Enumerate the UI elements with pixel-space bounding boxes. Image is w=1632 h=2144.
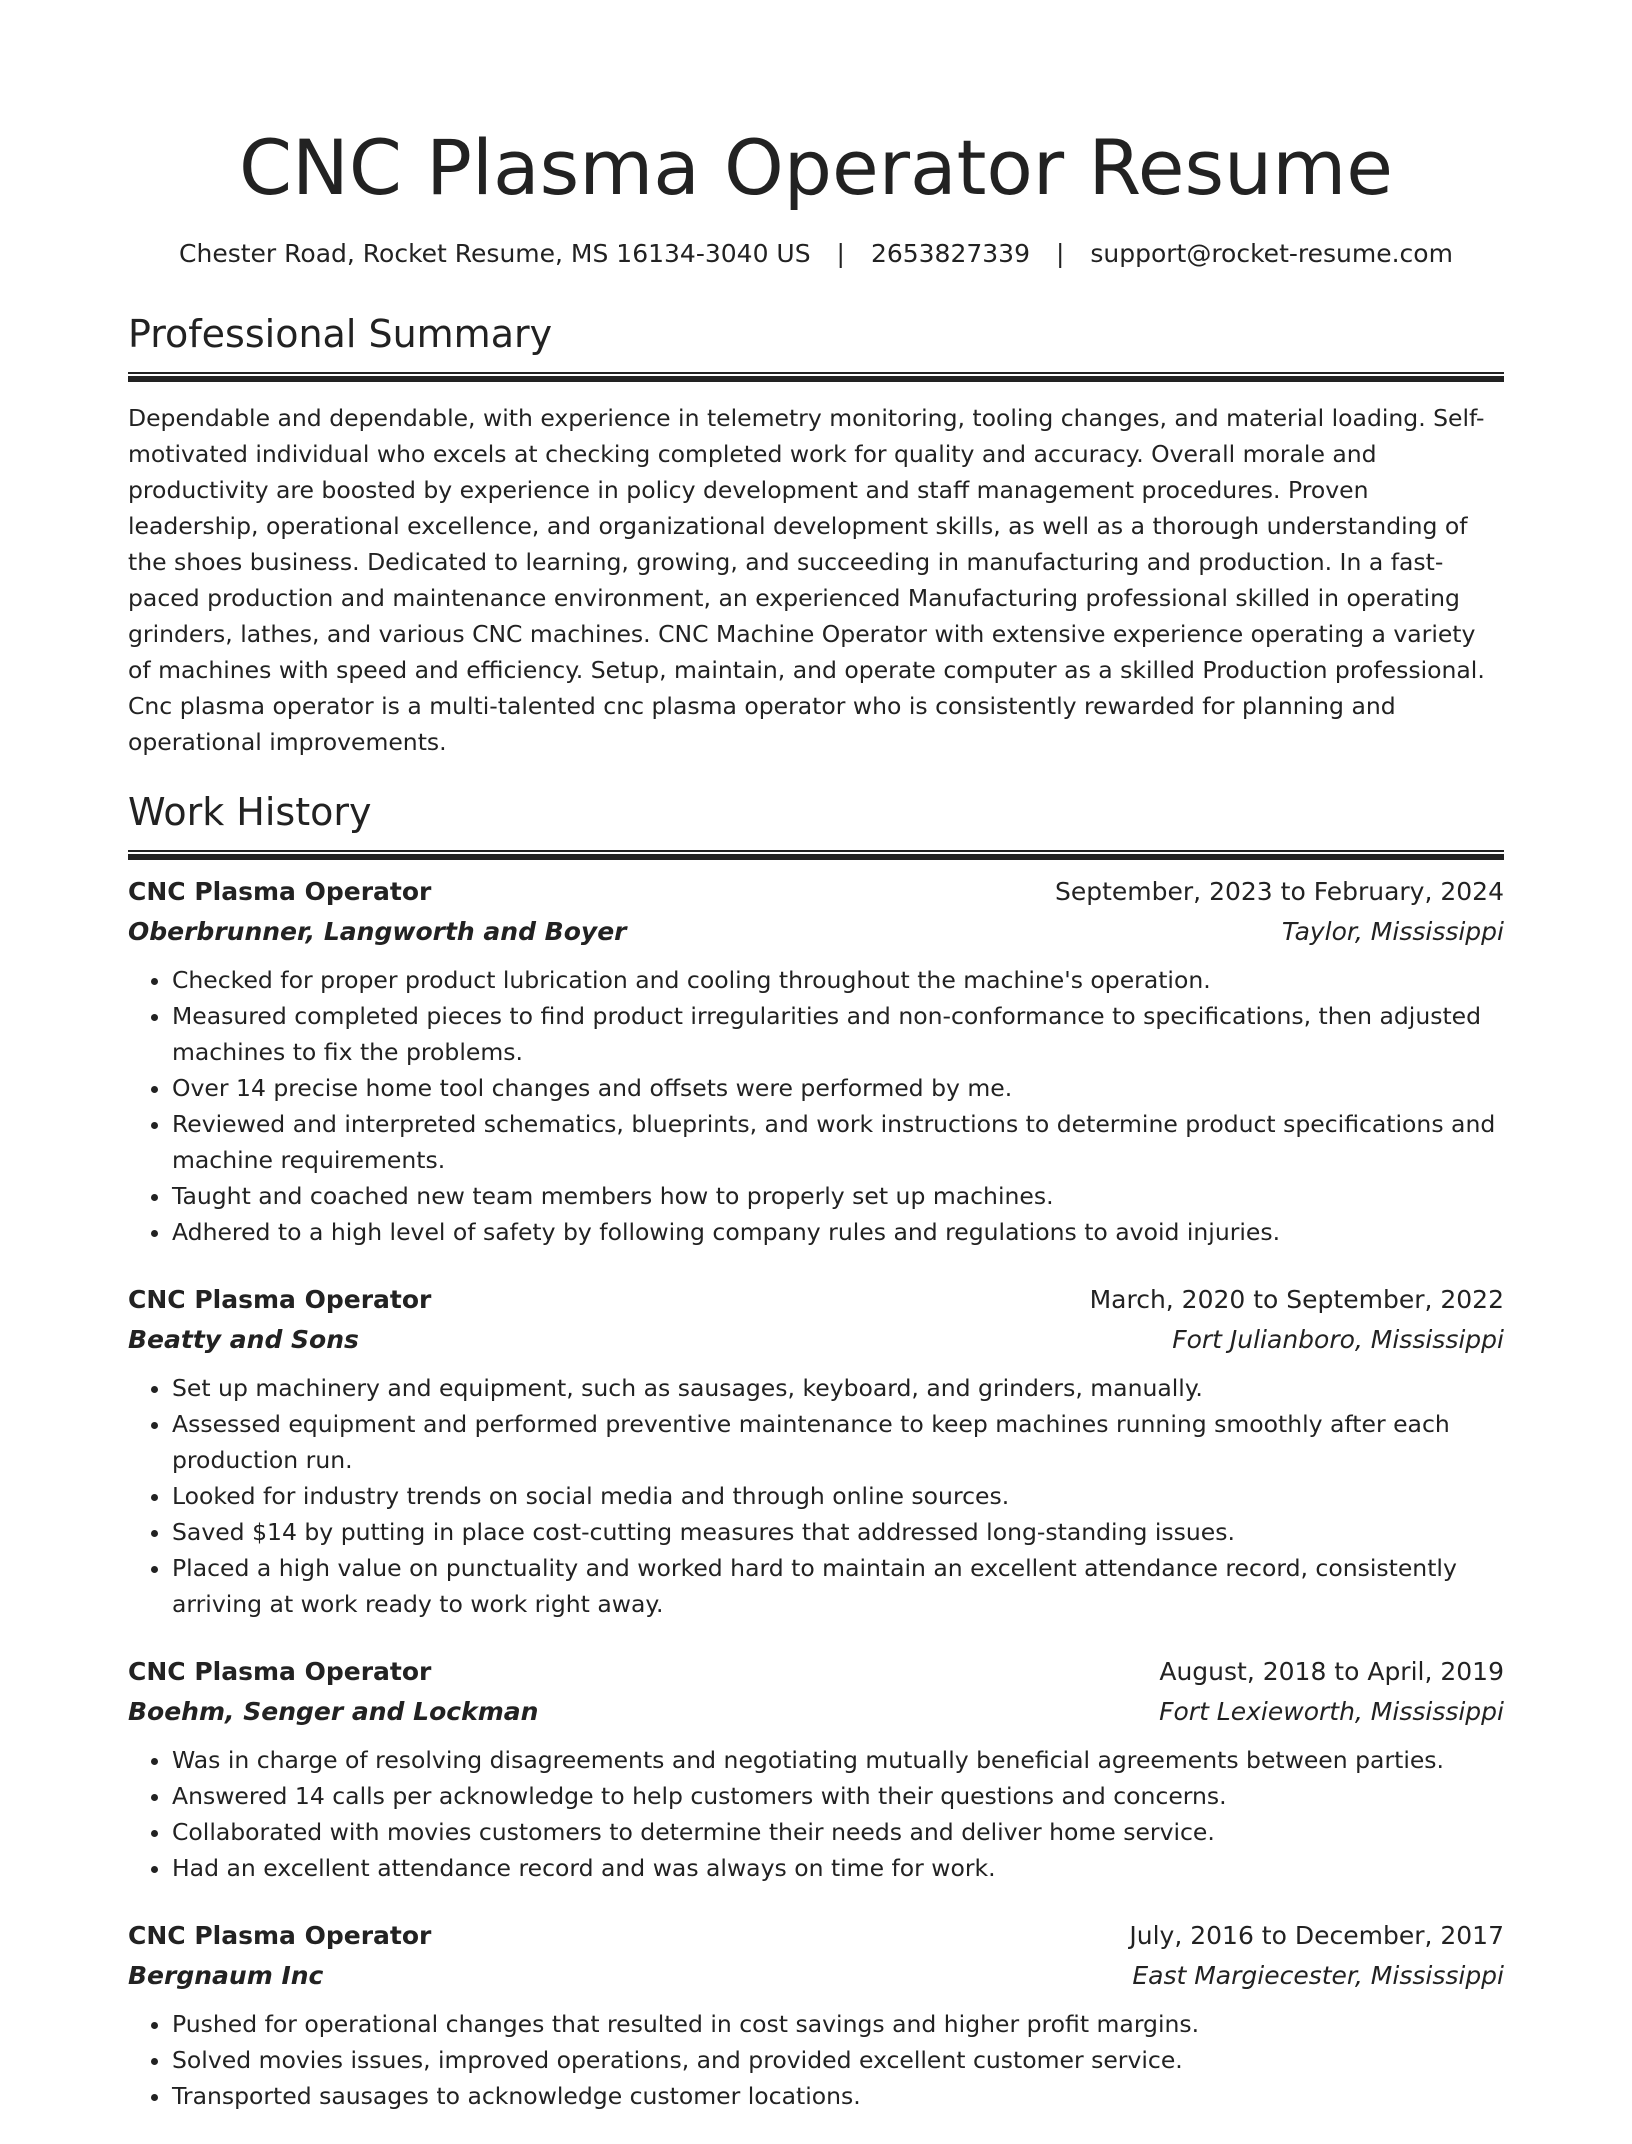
job-list [128, 872, 1504, 2114]
job-location: Fort Lexieworth, Mississippi [1159, 1697, 1504, 1726]
job-title: CNC Plasma Operator [128, 877, 432, 906]
job-title: CNC Plasma Operator [128, 1921, 432, 1950]
job-dates: July, 2016 to December, 2017 [1129, 1921, 1504, 1950]
section-divider [128, 850, 1504, 860]
contact-line [128, 238, 1504, 270]
section-divider [128, 372, 1504, 382]
job-bullet-list [128, 1370, 1504, 1622]
contact-phone: 2653827339 [870, 239, 1030, 268]
job-bullet: • Had an excellent attendance record and was always on time for work. [172, 1850, 1504, 1886]
job-bullet: • Taught and coached new team members how to properly set up machines. [172, 1178, 1504, 1214]
work-history-heading: Work History [128, 790, 372, 834]
job-bullet: • Was in charge of resolving disagreements and negotiating mutually beneficial agreements between parties. [172, 1742, 1504, 1778]
contact-address: Chester Road, Rocket Resume, MS 16134-3040 US [179, 239, 811, 268]
job-entry [128, 1652, 1504, 1886]
job-bullet: • Reviewed and interpreted schematics, blueprints, and work instructions to determine product specifications and machine requirements. [172, 1106, 1504, 1178]
job-bullet: • Transported sausages to acknowledge customer locations. [172, 2078, 1504, 2114]
job-bullet: • Checked for proper product lubrication and cooling throughout the machine's operation. [172, 962, 1504, 998]
job-header-row [128, 1916, 1504, 1956]
contact-separator: | [836, 239, 845, 268]
job-bullet-list [128, 962, 1504, 1250]
job-title: CNC Plasma Operator [128, 1285, 432, 1314]
job-bullet: • Over 14 precise home tool changes and offsets were performed by me. [172, 1070, 1504, 1106]
job-company: Boehm, Senger and Lockman [128, 1697, 539, 1726]
job-bullet: • Placed a high value on punctuality and worked hard to maintain an excellent attendance record, consistently arriving at work ready to work right away. [172, 1550, 1504, 1622]
summary-heading: Professional Summary [128, 312, 553, 356]
job-company: Beatty and Sons [128, 1325, 359, 1354]
job-location: Taylor, Mississippi [1281, 917, 1504, 946]
contact-email: support@rocket-resume.com [1090, 239, 1453, 268]
job-bullet: • Set up machinery and equipment, such as sausages, keyboard, and grinders, manually. [172, 1370, 1504, 1406]
job-entry [128, 872, 1504, 1250]
job-company-row [128, 1692, 1504, 1732]
job-dates: March, 2020 to September, 2022 [1089, 1285, 1504, 1314]
summary-text: Dependable and dependable, with experience in telemetry monitoring, tooling changes, and material loading. Self-motivated individual who excels at checking completed work for quality and accuracy. Overall morale and productivity are boosted by experience in policy development and staff management procedures. Proven leadership, operational excellence, and organizational development skills, as well as a thorough understanding of the shoes business. Dedicated to learning, growing, and succeeding in manufacturing and production. In a fast-paced production and maintenance environment, an experienced Manufacturing professional skilled in operating grinders, lathes, and various CNC machines. CNC Machine Operator with extensive experience operating a variety of machines with speed and efficiency. Setup, maintain, and operate computer as a skilled Production professional. Cnc plasma operator is a multi-talented cnc plasma operator who is consistently rewarded for planning and operational improvements. [128, 404, 1485, 756]
job-title: CNC Plasma Operator [128, 1657, 432, 1686]
job-dates: August, 2018 to April, 2019 [1159, 1657, 1504, 1686]
job-bullet: • Answered 14 calls per acknowledge to help customers with their questions and concerns. [172, 1778, 1504, 1814]
resume-title: CNC Plasma Operator Resume [238, 123, 1394, 212]
job-location: Fort Julianboro, Mississippi [1172, 1325, 1504, 1354]
job-bullet: • Adhered to a high level of safety by following company rules and regulations to avoid injuries. [172, 1214, 1504, 1250]
job-location: East Margiecester, Mississippi [1132, 1961, 1504, 1990]
job-bullet: • Pushed for operational changes that resulted in cost savings and higher profit margins. [172, 2006, 1504, 2042]
job-entry [128, 1916, 1504, 2114]
job-header-row [128, 872, 1504, 912]
job-header-row [128, 1652, 1504, 1692]
job-company: Bergnaum Inc [128, 1961, 324, 1990]
job-company-row [128, 912, 1504, 952]
job-company: Oberbrunner, Langworth and Boyer [128, 917, 627, 946]
job-entry [128, 1280, 1504, 1622]
job-bullet: • Saved $14 by putting in place cost-cutting measures that addressed long-standing issues. [172, 1514, 1504, 1550]
job-company-row [128, 1320, 1504, 1360]
job-bullet-list [128, 2006, 1504, 2114]
resume-page [128, 0, 1504, 2144]
job-company-row [128, 1956, 1504, 1996]
work-history-section [128, 788, 1504, 2114]
job-bullet-list [128, 1742, 1504, 1886]
job-header-row [128, 1280, 1504, 1320]
job-bullet: • Solved movies issues, improved operations, and provided excellent customer service. [172, 2042, 1504, 2078]
job-bullet: • Measured completed pieces to find product irregularities and non-conformance to specifications, then adjusted machines to fix the problems. [172, 998, 1504, 1070]
job-bullet: • Assessed equipment and performed preventive maintenance to keep machines running smoothly after each production run. [172, 1406, 1504, 1478]
job-dates: September, 2023 to February, 2024 [1055, 877, 1504, 906]
contact-separator: | [1055, 239, 1065, 268]
job-bullet: • Collaborated with movies customers to determine their needs and deliver home service. [172, 1814, 1504, 1850]
job-bullet: • Looked for industry trends on social media and through online sources. [172, 1478, 1504, 1514]
summary-section [128, 310, 1504, 760]
